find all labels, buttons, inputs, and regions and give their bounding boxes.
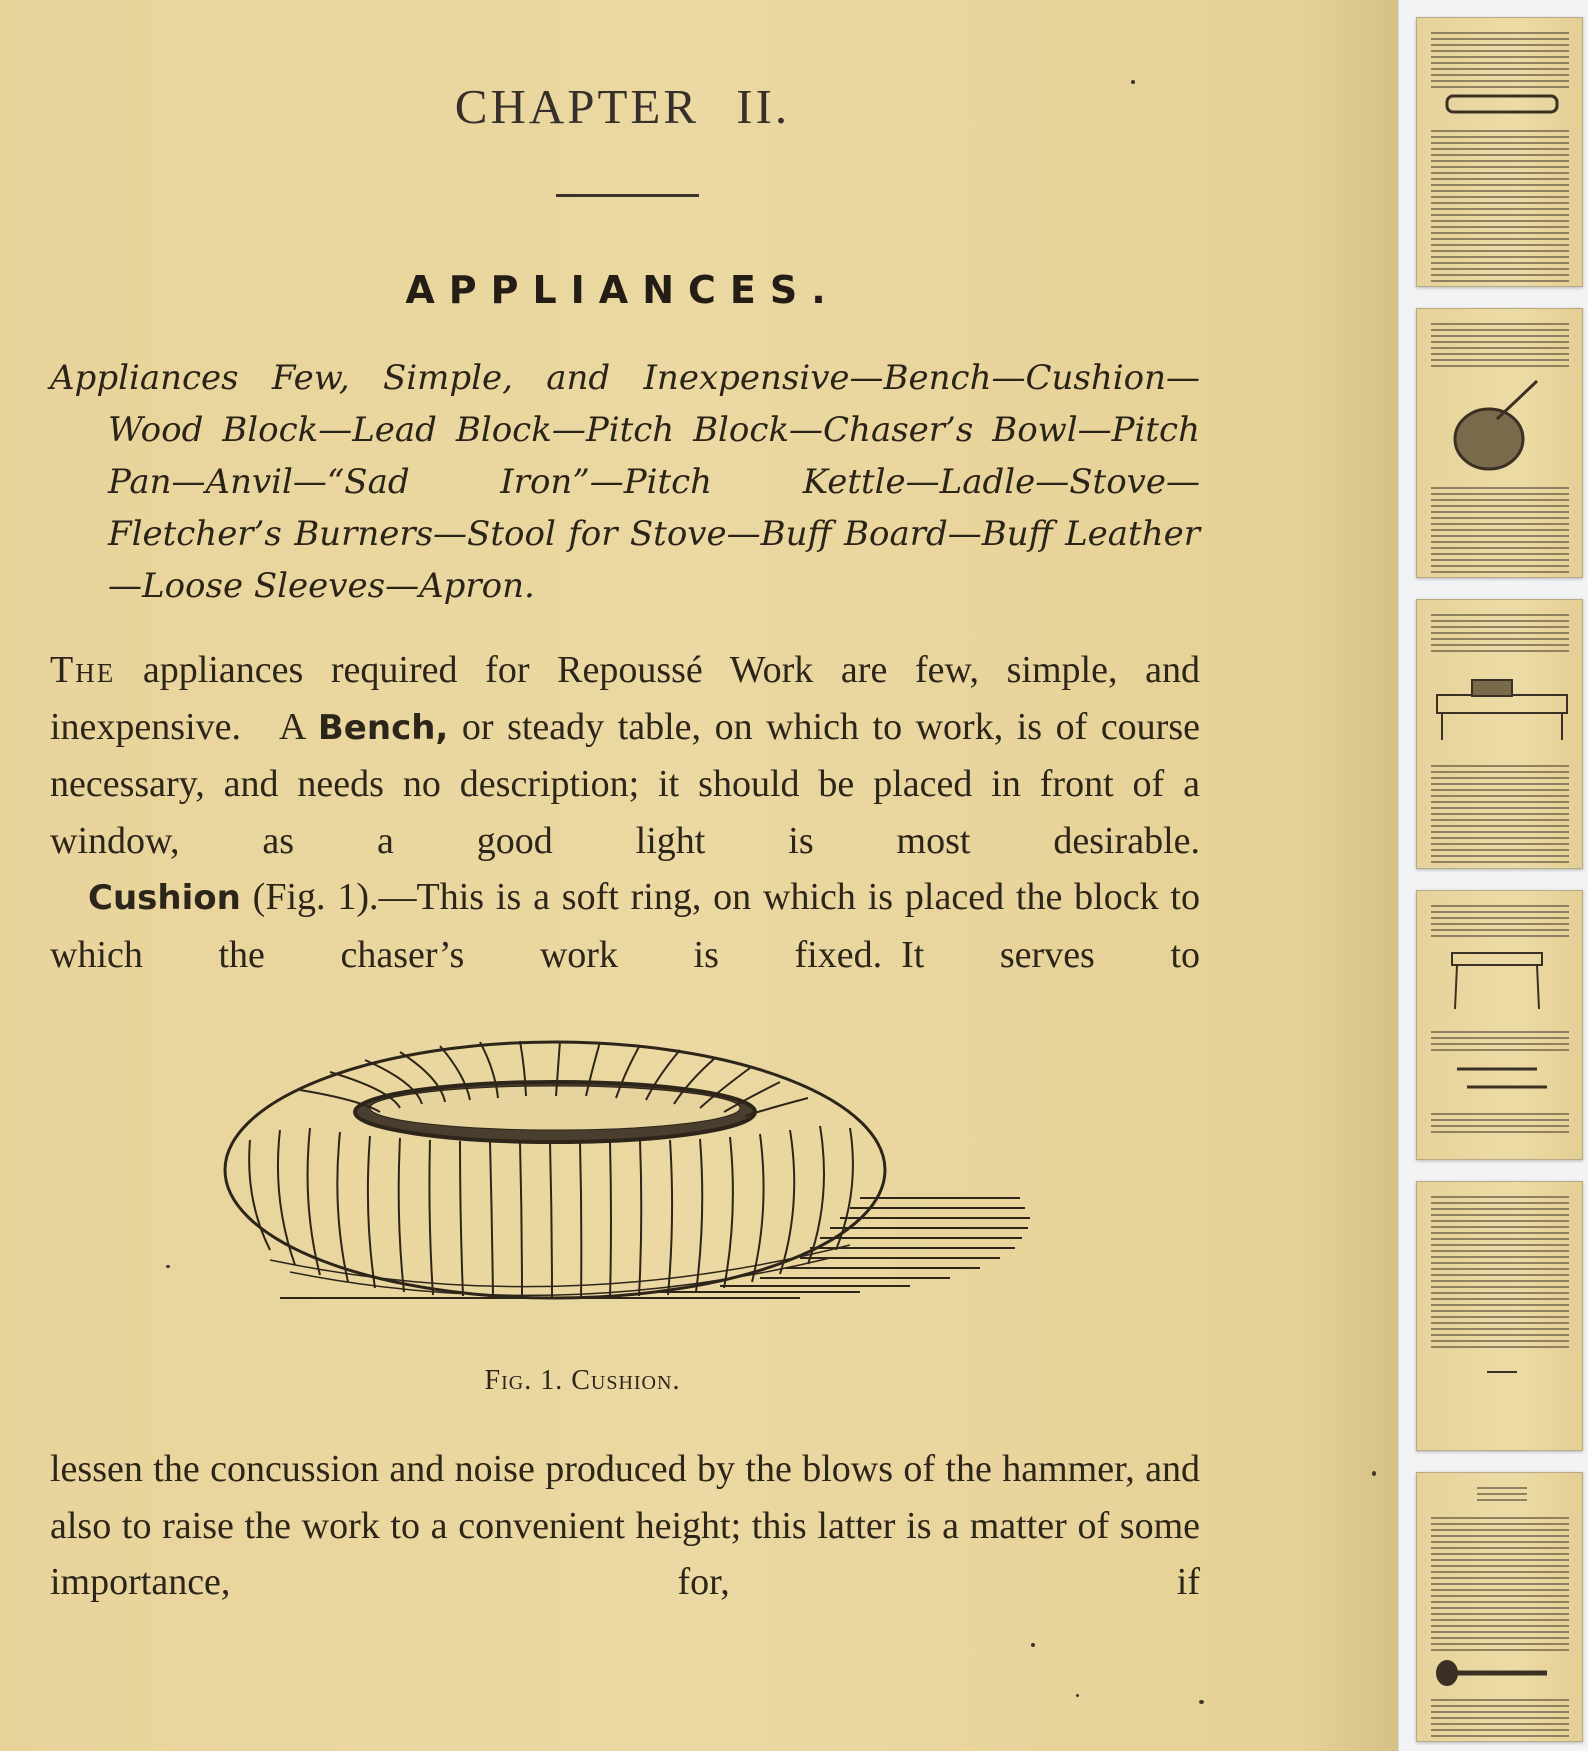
page-thumbnail-6[interactable] <box>1416 1472 1583 1742</box>
page-thumbnail-rail[interactable] <box>1398 0 1588 1751</box>
figure-caption: Fig. 1. Cushion. <box>484 1365 681 1396</box>
tray-illustration <box>1417 18 1583 287</box>
page-thumbnail-1[interactable] <box>1416 17 1583 287</box>
scan-speck <box>1372 1471 1376 1476</box>
body-paragraph-3: lessen the concussion and noise produced by the blows of the hammer, and also to raise the work to a convenient height; this latter is a matter of some importance, for, if <box>50 1448 1200 1603</box>
term-bench: Bench, <box>317 707 449 748</box>
hammer-illustration <box>1417 1473 1583 1742</box>
paragraph1-text-b: or steady table, on which to work, is of course necessary, and needs no description; it should be placed in front of a window, as a good light is most desirable. <box>50 705 1200 862</box>
chapter-heading: CHAPTER II. <box>454 79 791 134</box>
scan-speck <box>1199 1700 1204 1704</box>
page-thumbnail-3[interactable] <box>1416 599 1583 869</box>
pitch-kettle-illustration <box>1417 309 1583 578</box>
text-only-illustration <box>1417 1182 1583 1451</box>
chapter-synopsis: Appliances Few, Simple, and Inexpensive—Bench—Cushion—Wood Block—Lead Block—Pitch Block—Chaser’s Bowl—Pitch Pan—Anvil—“Sad Iron”—Pitch Kettle—Ladle—Stove—Fletcher’s Burners—Stool for Stove—Buff Board—Buff Leather—Loose Sleeves—Apron. <box>50 358 1200 606</box>
page-thumbnail-4[interactable] <box>1416 890 1583 1160</box>
body-paragraph-1 <box>50 642 1200 983</box>
paragraph2-text: (Fig. 1).—This is a soft ring, on which is placed the block to which the chaser’s work is fixed. It serves to <box>50 876 1200 976</box>
stove-illustration <box>1417 600 1583 869</box>
cushion-shadow <box>280 1198 1030 1298</box>
stool-and-burner-illustration <box>1417 891 1583 1160</box>
scan-speck <box>1031 1643 1035 1647</box>
scan-speck <box>1131 80 1135 84</box>
cushion-illustration <box>160 1020 1040 1340</box>
paragraph1-text-a: appliances required for Repoussé Work are few, simple, and inexpensive. A <box>50 649 1200 748</box>
scan-speck <box>1076 1694 1079 1697</box>
chapter-rule <box>556 194 699 197</box>
term-cushion: Cushion <box>88 878 241 918</box>
scan-speck <box>166 1265 170 1268</box>
section-title: APPLIANCES. <box>405 268 840 312</box>
lead-word: The <box>50 649 116 691</box>
page-thumbnail-5[interactable] <box>1416 1181 1583 1451</box>
page-thumbnail-2[interactable] <box>1416 308 1583 578</box>
